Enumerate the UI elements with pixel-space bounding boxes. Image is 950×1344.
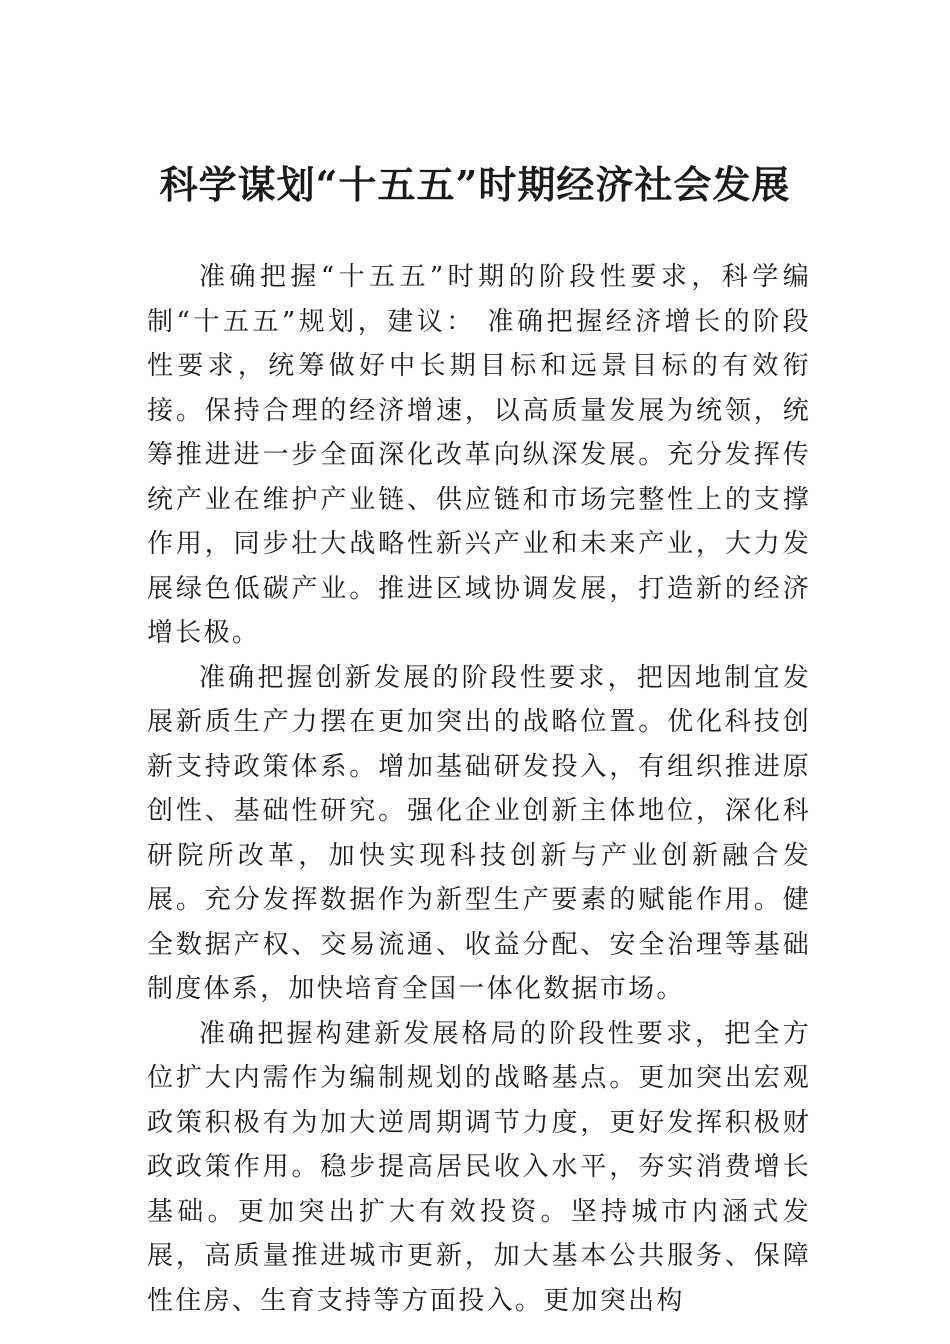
document-title: 科学谋划“十五五”时期经济社会发展: [159, 162, 791, 207]
document-body: [147, 255, 811, 1323]
paragraph-economic-growth: 准确把握“十五五”时期的阶段性要求，科学编制“十五五”规划，建议： 准确把握经济增长的阶段性要求，统筹做好中长期目标和远景目标的有效衔接。保持合理的经济增速，以高质量发展为统领，统筹推进进一步全面深化改革向纵深发展。充分发挥传统产业在维护产业链、供应链和市场完整性上的支撑作用，同步壮大战略性新兴产业和未来产业，大力发展绿色低碳产业。推进区域协调发展，打造新的经济增长极。: [147, 262, 811, 648]
paragraph-innovation: 准确把握创新发展的阶段性要求，把因地制宜发展新质生产力摆在更加突出的战略位置。优化科技创新支持政策体系。增加基础研发投入，有组织推进原创性、基础性研究。强化企业创新主体地位，深化科研院所改革，加快实现科技创新与产业创新融合发展。充分发挥数据作为新型生产要素的赋能作用。健全数据产权、交易流通、收益分配、安全治理等基础制度体系，加快培育全国一体化数据市场。: [147, 662, 811, 1004]
paragraph-new-development-pattern: 准确把握构建新发展格局的阶段性要求，把全方位扩大内需作为编制规划的战略基点。更加突出宏观政策积极有为加大逆周期调节力度，更好发挥积极财政政策作用。稳步提高居民收入水平，夯实消费增长基础。更加突出扩大有效投资。坚持城市内涵式发展，高质量推进城市更新，加大基本公共服务、保障性住房、生育支持等方面投入。更加突出构: [147, 1018, 811, 1316]
